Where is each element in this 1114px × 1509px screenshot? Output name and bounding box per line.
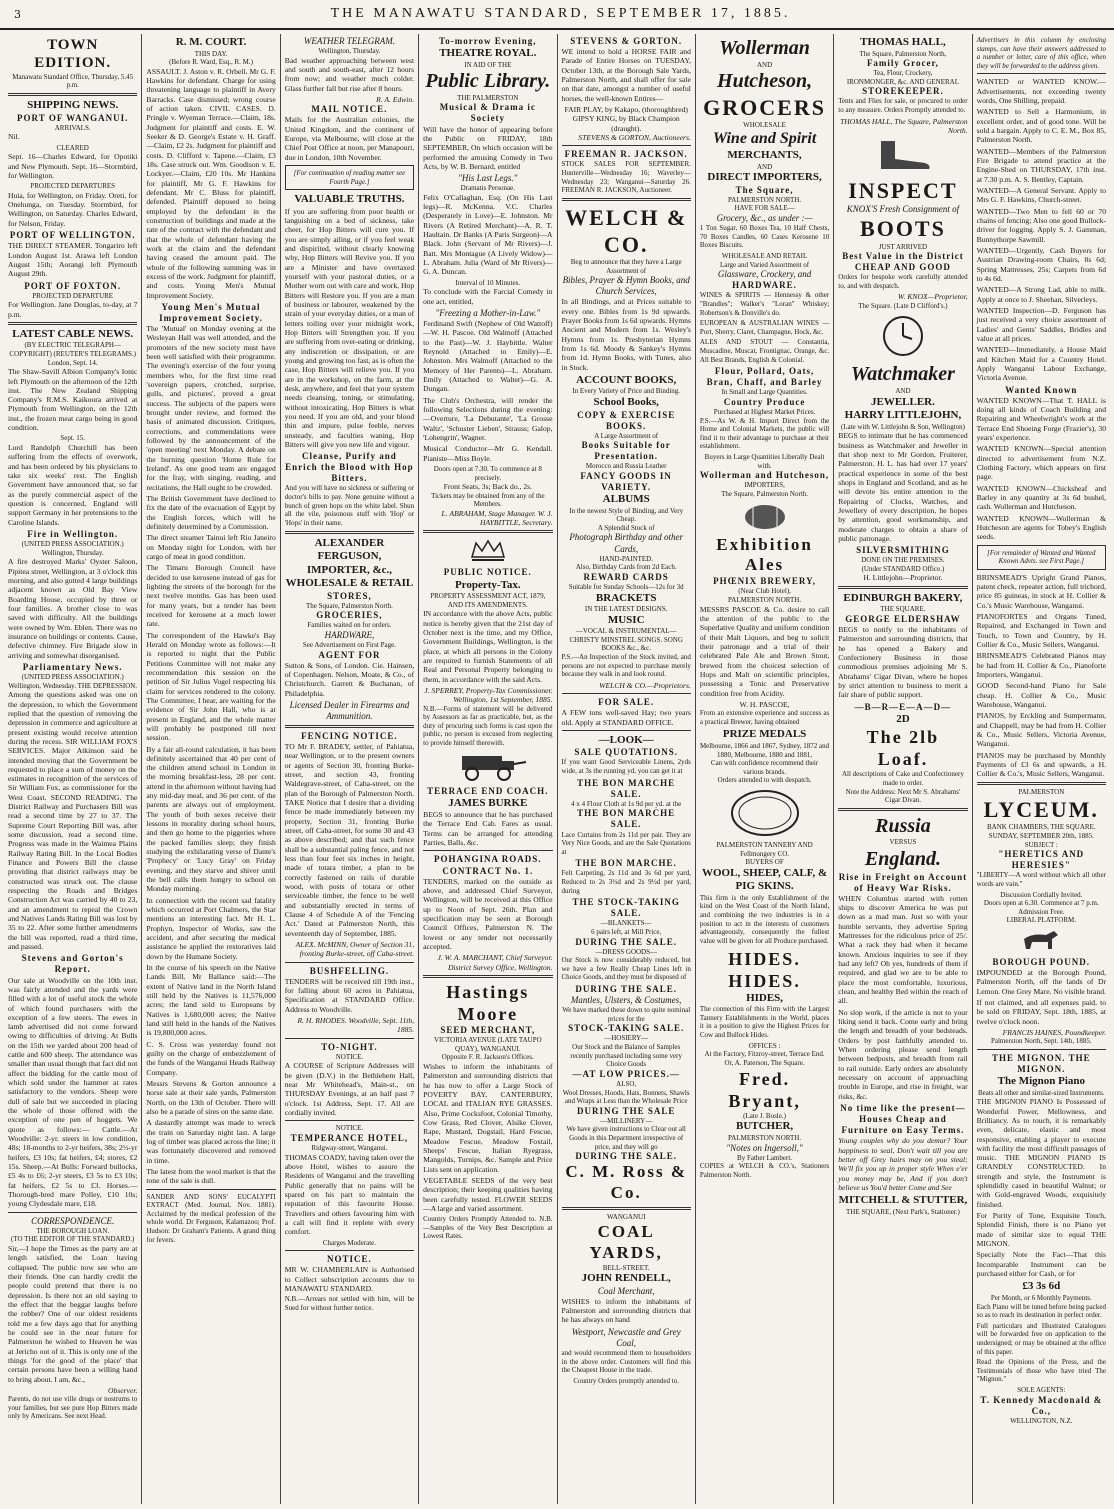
column-8: Advertisers in this column by enclosing stamps, can have their answers addressed to a number or letter, care of this office, when they will be forwarded to the address given. WANTED or WANTED KNOW.—Advertisements, not exceeding twenty words, One Shilling, prepaid. WANTED to Sell a Harmonium, in excellent order, and of good tone. Will be sold a bargain. Apply to C. E. M., Box 85, Palmerston North. WANTED—Members of the Palmerston Fire Brigade to attend practice at the Engine-Shed on THURSDAY, 17th inst. at 7.30 p.m. A. S. Bentley, Captain. WANTED—A General Servant. Apply to Mrs G. F. Hawkins, Church-street. WANTED—Two Men to fell 60 or 70 chains of fencing; Also one good Bullock-driver for logging. Apply S. J. Gamman, Bunnythorpe Sawmill. WANTED—Urgently, Cash Buyers for Austrian Drawing-room Chairs, 8s 6d; Spring Mattresses, 25s; Carpets from 6d to 4s 6d. WANTED—A Strong Lad, able to milk. Apply at once to J. Sheehan, Silverleys. WANTED Inspection—D. Ferguson has just received a very choice assortment of Ladies' and Gents' Saddles, Bridles and value at all prices. WANTED—Immediately, a House Maid and Kitchen Maid for a Country Hotel. Apply Wanganui Labour Exchange, Victoria Avenue. Wanted Known WANTED KNOWN—That T. HALL is doing all kinds of Coach Building and Repairing and Wheelwright's work at the Terrace End Shoeing Forge (Frazier's), 30 years' experience. WANTED KNOWN—Special attention directed to advertisement from N.Z. Clothing Factory, which appears on first page. WANTED KNOWN—Chicksheaf and Barley in any quantity at 3s 6d bushel, cash. Wollerman and Hutcheson. WANTED KNOWN—Wollerman & Hutcheson are agents for Tobey's English seeds. [For remainder of Wanted and Wanted Known Advts. see First Page.] BRINSMEAD'S Upright Grand Pianos, patent check, repeater action, full trichord, price 85 guineas, in stock at H. Collier & Co.'s Music Warehouse, Wanganui. PIANOFORTES and Organs Tuned, Repaired, and Exchanged in Town and Touch, to Town and Country, by H. Collier & Co., Music Sellers, Wanganui. BRINSMEAD'S Celebrated Pianos may be had from H. Collier & Co., Pianoforte Importers, Wanganui. GOOD Second-hand Piano for Sale cheap. H. Collier & Co., Music Warehouse, Wanganui. PIANOS, by Erckling and Sumpermann, and Chappell, may be had from H. Collier & Co., Music Sellers, Victoria Avenue, Wanganui. PIANOS may be purchased by Monthly Payments of £3 6s and upwards, a H. Collier & Co.'s, Music Sellers, Wanganui. PALMERSTON LYCEUM. BANK CHAMBERS, THE SQUARE. SUNDAY, SEPTEMBER 20th, 1885. SUBJECT : "HERETICS AND HERESIES" "LIBERTY—A word without which all other words are vain." Discussion Cordially Invited. Doors open at 6.30. Commence at 7 p.m. Admission Free. LIBERAL PLATFORM. BOROUGH POUND. IMPOUNDED at the Borough Pound, Palmerston North, off the lands of Dr Lemon. One Grey Mare. No visible brand. If not claimed, and all expenses paid, to be sold on FRIDAY, Sept. 18th, 1885, at twelve o'clock noon. FRANCIS HAINES, Poundkeeper. Palmerston North, Sept. 14th, 1885. THE MIGNON. THE MIGNON. The Mignon Piano Beats all other and similar-sized Instruments. THE MIGNON PIANO Is Possessed of Wonderful Power, Mellowness, and Brilliancy. As to touch, it is remarkably even, delicate, elastic and most responsive, enabling a player to execute with facility the most difficult passages of music. THE MIGNON PIANO IS GRANDLY CONSTRUCTED. In strength and style, the Instrument is splendidly cased in beautiful Walnut; or with Gold-engraved Woods, exquisitely finished. For Purity of Tone, Exquisite Touch, Splendid Finish, there is no Piano yet made of similar size to equal THE MIGNON. Specially Note the Fact—That this Incomparable Instrument can be purchased either for Cash, or for £3 3s 6d Per Month, or 6 Monthly Payments. Each Piano will be tuned before being packed so as to reach its destination in perfect order. Full particulars and Illustrated Catalogues will be forwarded free on application to the undersigned; or may be obtained at the office of this paper. Read the Opinions of the Press, and the Testimonials of those who have tried The "Mignon." SOLE AGENTS: T. Kennedy Macdonald & Co., WELLINGTON, N.Z.: [976, 36, 1106, 1425]
coach-illustration: [423, 752, 552, 782]
edinburgh-bakery-heading: EDINBURGH BAKERY,: [843, 591, 963, 604]
column-4: To-morrow Evening, THEATRE ROYAL. IN AID OF THE Public Library. THE PALMERSTON Musical & Drama ic Society Will have the honor of appearing before the Public on FRIDAY, 18th SEPTEMBER, On which occasion will be performed the amusing Comedy in Two Acts, by W. B. Bernard, entitled "His Last Legs." Dramatis Personae. Felix O'Callaghan, Esq. (On His Last legs)—R. McKenna. V.C. Charles (Desperately in Love)—E. Johnston. Mr Rivers (A Retired Merchant)—A. R. T. Haultain. Dr Banks (A Paris Surgeon)—A Black. John (Servant of Mr Rivers)—J. Batt. Mrs Montague (A Lively Widow)—L. Abraham. Julia (Ward of Mr Rivers)—G. A. Duncan. Interval of 10 Minutes. To conclude with the Farcial Comedy in one act, entitled, "Freezing a Mother-in-Law." Ferdinand Swift (Nephew of Old Wattoff)—W. H. Pascoe. Old Walmoff (Attached to the Past)—W. J. Haybittle. Walter Reynold (Attached to Emily)—E. Johnston. Mrs Walmoff (Attached to the Memory of Her Parents)—L. Abraham. Emily (Attached to Walter)—G. A. Dungan. The Club's Orchestra, will render the following Selections during the evening:—Overture, 'La Debutante', 'La Grosse Waltz', 'Schuster Lieben', Strauss; Galop, 'Lohengrin', Wagner. Musical Conductor—Mr G. Kendall. Pianiste—Miss Boyle. Doors open at 7.30. To commence at 8 precisely. Front Seats, 3s; Back do., 2s. Tickets may be obtained from any of the Members. L. ABRAHAM, Stage Manager. W. J. HAYBITTLE, Secretary. PUBLIC NOTICE. Property-Tax. PROPERTY ASSESSMENT ACT, 1879, AND ITS AMENDMENTS. IN accordance with the above Acts, public notice is hereby given that the 21st day of October next is the time, and my Office, Government Buildings, Wellington, is the place, at which all persons in the Colony are required to furnish Statements of all Real and Personal Property belonging to them, in accordance with the said Acts. J. SPERREY, Property-Tax Commissioner. Wellington, 1st September, 1885. N.B.—Forms of statement will be delivered by Assessors as far as practicable, but, as the duty of procuring such forms is cast upon the public, no person is excused from neglecting to provide himself therewith. TERRACE END COACH. JAMES BURKE BEGS to announce that he has purchased the Terrace End Cab. Fares as usual. Terms can be arranged for attending Parties, Balls, &c. POHANGINA ROADS. CONTRACT No. 1. TENDERS, marked on the outside as above, and addressed Chief Surveyor, Wellington, will be received at this Office up to Noon of Sept. 26th. Plan and specification may be seen at Borough Council Offices, Palmerston N. The lowest or any tender not necessarily accepted. J. W. A. MARCHANT, Chief Surveyor. District Survey Office, Wellington. Hastings Moore SEED MERCHANT, VICTORIA AVENUE (LATE TAUPO QUAY), WANGANUI. Opposite F. R. Jackson's Offices. Wishes to inform the inhabitants of Palmerston and surrounding districts that he has now to offer a Large Stock of POVERTY BAY, CANTERBURY, LOCAL and ITALIAN RYE GRASSES. Also, Prime Cocksfoot, Colonial Timothy, Cow Grass, Red Clover, Alsike Clover, Rape, Mustard, Dogstail, Hard Fescue, Meadow Fescue, Meadow Foxtail, Sheeps' Fescue, Italian Ryegrass, Mangolds, Turnips, &c. Sample and Price Lists sent on application. VEGETABLE SEEDS of the very best description; their keeping qualities having been carefully tested. FLOWER SEEDS—A large and varied assortment. Country Orders Promptly Attended to. N.B.—Samples of the Very Best Description at Lowest Rates.: [419, 34, 557, 1504]
column-1: TOWN EDITION. Manawatu Standard Office, Thursday, 5.45 p.m. SHIPPING NEWS. PORT OF WANGANUI. ARRIVALS. Nil. CLEARED Sept. 16—Charles Edward, for Opotiki and New Plymouth. Sept. 16—Stormbird, for Wellington. PROJECTED DEPARTURES Huia, for Wellington, on Friday. Oreti, for Onehunga, on Tuesday. Stormbird, for Wellington, on Saturday. Charles Edward, for Nelson, Friday. PORT OF WELLINGTON. THE DIRECT STEAMER. Tongariro left London August 1st. Arawa left London August 15th; Aorangi left Plymouth August 29th. PORT OF FOXTON. PROJECTED DEPARTURE For Wellington. Jane Douglas, to-day, at 7 p.m. LATEST CABLE NEWS. (BY ELECTRIC TELEGRAPH—COPYRIGHT) (REUTER'S TELEGRAMS.) London, Sept. 14. The Shaw-Savill Albion Company's Ionic left Plymouth on the afternoon of the 12th inst. The New Zealand Shipping Company's R.M.S. Kaikoura arrived at Plymouth from Wellington, on the 12th inst., the frozen meat cargo being in good condition. Sept. 15. Lord Randolph Churchill has been suffering from the effects of overwork, and has been ordered by his physicians to take six weeks' rest. The English Government have announced that, so far as the purely commercial aspect of the question is concerned, England will support Germany in her pretensions to the Caroline Islands. Fire in Wellington. (UNITED PRESS ASSOCIATION.) Wellington, Thursday. A fire destroyed Marks' Oyster Saloon, Pipitea street, Wellington, at 3 o'clock this morning, and also gutted 4 large buildings adjacent known as Old Bay View Boarding House, occupied by three or four families. A brother close to was saved with difficulty. All the buildings were owned by Wm. Eblen. There was no insurance on buildings or contents. Cause, defective chimney. Fire Brigade slow in arriving and somewhat disorganised. Parliamentary News. (UNITED PRESS ASSOCIATION.) Wellington, Wednesday. THE DEPRESSION. Among the questions asked was one on the depression, to which the Government replied that the question of removing the depression in commerce and agriculture at present existing would receive attention during the recess. SIR WILLIAM FOX'S SERVICES. Major Atkinson said he intended moving that the Government be requested to place a sum of money on the estimates in recognition of the services of Sir William Fox, as commissioner for the West Coast. SECOND READING. The District Railway and Purchasers Bill was read a second time by 27 to 37. The Supreme Court Reporting Bill was, after some discussion, read a second time. Progress was made in the Waimea Plains Railway Rating Bill. In the Local Bodies Finance and Powers Bill the clause providing that district railways may be constructed was struck out. The clause respecting the Roads and Bridges Construction Act was carried by 40 to 23, and an amendment to repeal the Crown and Natives Lands Rating Bill was lost by 35 to 22. After some further amendments the bill was reported, read a third time, and passed. Stevens and Gorton's Report. Our sale at Woodville on the 10th inst. was fairly attended and the yards were filled with a lot of useful stock the whole of which found purchasers with the exception of a few steers. The ewes in lamb advertised did not come forward owing to difficulties of driving. At Bulls on the 15th we yarded about 200 head of cattle and 600 sheep. The attendance was smaller than usual though that fact did not affect the bidding for the cattle most of which sold under the hammer at rates satisfactory to the vendors. Sheep were dull of sale but we succeeded in placing the whole of those offered with the exception of one pen of hoggets. We quote as follows:— Cattle.—At Woodville: 2-yr. steers in low condition, 48s; 18-months to 2-yr heifers, 38s; 2½-yr heifers, £3 10s; fat heifers, £4; stores, £2 15s. Sheep.—At Bulls: Forward bullocks, £5 4s to £6; 2-yr steers, £3 5s to £3 10s; fat heifers, £2 5s to £3. Horses.—Thorough-bred mare Polley, £10 10s; young Clydesdale mare, £18. CORRESPONDENCE. THE BOROUGH LOAN. (TO THE EDITOR OF THE STANDARD.) Sir,—I hope the Times as the party are at length satisfied, the Loan having collapsed. The public now see who are their friends. One can hardly credit the people could pretend that there is no depression. Is there not an old saying to the effect that the beggar laughs before the robber? One of our oldest residents told me a few days ago that for anything he could see in the near future for Palmerston he wished to Heaven he was at Jericho out of it. This is only one of the things 'for the good of the place' that certain persons have been a willing hand to bring about. I am, &c., Observer. Parents, do not use ville drugs or nostrums to your families, but see pure Hop Bitters made only by Americans. See next Head.: [4, 34, 142, 1504]
weather-heading: WEATHER TELEGRAM.: [303, 36, 396, 46]
thomas-hall-heading: THOMAS HALL,: [860, 36, 946, 48]
fire-heading: Fire in Wellington.: [27, 529, 119, 540]
parliament-heading: Parliamentary News.: [22, 661, 123, 672]
mignon-heading: The Mignon Piano: [997, 1075, 1086, 1088]
masthead: [0, 0, 1114, 30]
lyceum-heading: LYCEUM.: [983, 797, 1099, 823]
russia-heading: Russia: [875, 814, 931, 837]
correspondence-heading: CORRESPONDENCE.: [31, 1215, 115, 1226]
bryant-heading: Fred. Bryant,: [728, 1068, 801, 1111]
theatre-royal-heading: THEATRE ROYAL.: [439, 47, 537, 60]
exhibition-ales-heading: Exhibition Ales: [716, 534, 813, 575]
royal-crest-icon: [423, 537, 552, 563]
column-6: Wollerman AND Hutcheson, GROCERS WHOLESALE Wine and Spirit MERCHANTS, AND DIRECT IMPORTERS, The Square, PALMERSTON NORTH. HAVE FOR SALE— Grocery, &c., as under :— 1 Ton Sugar, 60 Boxes Tea, 10 Half Chests, 70 Boxes Candles, 60 Cases Kerosene 10 Boxes Biscuits. WHOLESALE AND RETAIL Large and Varied Assortment of Glassware, Crockery, and HARDWARE. WINES & SPIRITS — Hennessy & other "Brandies"; Walker's "Loran" Whiskey; Robertson's & Donville's do. EUROPEAN & AUSTRALIAN WINES — Port, Sherry, Claret, Champagne, Hock, &c. ALES AND STOUT — Constantia, Muscadine, Muscat, Frontignac, Orange, &c. All Best Brands, English & Colonial. Flour, Pollard, Oats, Bran, Chaff, and Barley In Small and Large Quantities. Country Produce Purchased at Highest Market Prices. P.S.—As W. & H. Import Direct from the Home and Colonial Markets, the public will find it to their advantage to purchase at their establishment. Buyers in Large Quantities Liberally Dealt with. Wollerman and Hutcheson, IMPORTERS, The Square, Palmerston North. Exhibition Ales PHŒNIX BREWERY, (Near Club Hotel), PALMERSTON NORTH. MESSRS PASCOE & Co. desire to call the attention of the public to the Superlative Quality and uniform condition of their Malt Liquors, and beg to solicit their patronage and a trial of their celebrated Pale Ale and Brown Stout, brewed from the choicest selection of Hops and Malt on scientific principles, possessing a Tonic and Preservative condition free from Acidity. W. H. PASCOE, From an extensive experience and success as a practical Brewer, having obtained PRIZE MEDALS Melbourne, 1866 and 1867, Sydney, 1872 and 1880, Melbourne, 1880 and 1881, Can with confidence recommend their various brands. Orders attended to with despatch. PALMERSTON TANNERY AND Fellmongery CO. BUYERS OF WOOL, SHEEP, CALF, & PIG SKINS. This firm is the only Establishment of the kind on the West Coast of the North Island, and combining the two industries is in a position to act in the interests of customers advantageously, consequently the fullest value will be given for all Produce purchased. HIDES. HIDES. HIDES, The connection of this Firm with the Largest Tannery Establishments in the World, places it in a position to give the Highest Prices for Cow and Bullock Hides. OFFICES : At the Factory, Fitzroy-street, Terrace End. Or, A. Paterson, The Square. Fred. Bryant, (Late J. Bosle.) BUTCHER, PALMERSTON NORTH. "Notes on Ingersoll," By Father Lambert. COPIES at WELCH & CO.'s, Stationers Palmerston North.: [696, 34, 834, 1504]
welch-heading: WELCH & CO.: [565, 204, 688, 257]
column-5: STEVENS & GORTON. WE intend to hold a HORSE FAIR and Parade of Entire Horses on TUESDAY, October 13th, at the Borough Sale Yards, Palmerston North, and shall offer for sale on that date, amongst a number of useful horses, the well-known Entires— FAIR PLAY, by Kakapo, (thoroughbred) GIPSY KING, by Black Champion (draught). STEVENS & GORTON, Auctioneers. FREEMAN R. JACKSON. STOCK SALES FOR SEPTEMBER. Hunterville—Wednesday 16; Waverley—Wednesday 23; Wanganui—Saturday 26. FREEMAN R. JACKSON, Auctioneer. WELCH & CO. Beg to announce that they have a Large Assortment of Bibles, Prayer & Hymn Books, and Church Services, In all Bindings, and at Prices suitable to every one. Bibles from 1s 9d upwards. Prayer Books from 1s 6d upwards. Hymns Ancient and Modern from 1s. Wesley's Hymns from 1s. Presbyterian Hymns from 1s 6d. Moody & Sankey's Hymns from 1d. Hymn Books, with Tunes, also in Stock. ACCOUNT BOOKS, In Every Variety of Price and Binding. School Books, COPY & EXERCISE BOOKS. A Large Assortment of Books Suitable for Presentation. Morocco and Russia Leather FANCY GOODS IN VARIETY. ALBUMS In the newest Style of Binding, and Very Cheap. A Splendid Stock of Photograph Birthday and other Cards, HAND-PAINTED. Also, Birthday Cards from 2d Each. REWARD CARDS Suitable for Sunday Schools—12s for 3d BRACKETS IN THE LATEST DESIGNS. MUSIC —VOCAL & INSTRUMENTAL— CHRISTY MINSTREL SONGS. SONG BOOKS &c., &c. P.S.—An Inspection of the Stock invited, and persons are not expected to purchase merely because they walk in and look round. WELCH & CO.—Proprietors. FOR SALE. A FEW tons well-saved Hay; two years old. Apply at STANDARD OFFICE. —LOOK— SALE QUOTATIONS. If you want Good Serviceable Linens, 2yds wide, at 3s the running yd, you can get it at THE BON MARCHE SALE. 4 x 4 Flour Cloth at 1s 9d per yd. at the THE BON MARCHE SALE. Lace Curtains from 2s 11d per pair. They are Very Nice Goods, and are the Sale Quotations at THE BON MARCHE. Felt Carpeting, 2s 11d and 3s 6d per yard, Reduced to 2s 3½d and 2s 9½d per yard, during THE STOCK-TAKING SALE. —BLANKETS— 6 pairs left, at Mill Price, DURING THE SALE. —DRESS GOODS— Our Stock is now considerably reduced, but we have a few Really Cheap Lines left in Choice Goods, and they must be disposed of DURING THE SALE. Mantles, Ulsters, & Costumes, We have marked these down to quite nominal prices for the STOCK-TAKING SALE. —HOSIERY— Our Stock and the Balance of Samples recently purchased including some very Choice Goods —AT LOW PRICES.— ALSO, Wool Dresses, Hoods, Hats, Bonnets, Shawls and Wraps at Less than the Wholesale Price DURING THE SALE —MILLINERY— We have given instructions to Clear out all Goods in this Department irrespective of price, and they will go DURING THE SALE. C. M. Ross & Co. WANGANUI COAL YARDS, BELL-STREET. JOHN RENDELL, Coal Merchant, WISHES to inform the inhabitants of Palmerston and surrounding districts that he has always on hand Westport, Newcastle and Grey Coal, and would recommend them to householders in the above order. Customers will find this the Cheapest House in the trade. Country Orders promptly attended to.: [558, 34, 696, 1504]
ross-heading: C. M. Ross & Co.: [565, 1162, 688, 1203]
hastings-moore-heading: Hastings Moore: [446, 981, 530, 1024]
column-7: THOMAS HALL, The Square, Palmerston North, Family Grocer, Tea, Flour, Crockery, IRONMONGER, &c. AND GENERAL STOREKEEPER. Tents and Flies for sale, or procured to order to any measure. Orders Promptly attended to. THOMAS HALL, The Square, Palmerston North. INSPECT KNOX'S Fresh Consignment of BOOTS JUST ARRIVED Best Value in the District CHEAP AND GOOD Orders for bespoke work carefully attended to, and with despatch. W. KNOX—Proprietor, The Square. (Late D Clifford's.) Watchmaker AND JEWELLER. HARRY LITTLEJOHN, (Late with W. Littlejohn & Son, Wellington) BEGS to intimate that he has commenced business as Watchmaker and Jeweller in that shop next to Mr Gordon, Fruiterer, Palmerston. H. L. has had over 17 years' practical experience in some of the best shops in England and Scotland, and as he will devote his entire attention to the Repairing of Clocks, Watches, and Jewellery of every description, he hopes by attention, good workmanship, and moderate charges to obtain a share of public patronage. SILVERSMITHING DONE ON THE PREMISES. (Under STANDARD Office.) H. Littlejohn—Proprietor. EDINBURGH BAKERY, THE SQUARE. GEORGE ELDERSHAW BEGS to notify to the inhabitants of Palmerston and surrounding districts, that he has opened a Bakery and Confectionery Business in those commodious premises adjoining Mr S. Abrahams' Cigar Divan, where he hopes by strict attention to business to merit a fair share of public support. —B—R—E—A—D— 2D The 2lb Loaf. All descriptions of Cake and Confectionery made to order. Note the Address: Next Mr S. Abrahams' Cigar Divan. Russia VERSUS England. Rise in Freight on Account of Heavy War Risks. WHEN Columbus started with rotten ships to discover America he was put down as a mad man. Just so with your humble servants, they advertise Spring Mattresses for the ridiculous price of 25/. What a rack they had when it became known. Anxious inquiries to see if they had any left? Oh yes, hundreds of them if required, and glad we are to be able to place the most comfortable, luxurious, clean, and healthy Bed within the reach of all. No slop work, if the article is not to your liking send it back. Come early and bring the length and breadth of your bedsteads. Orders by post faithfully attended to. When ordering please send length between bedposts, and breadth from rail to rail outside. Early orders are absolutely necessary on account of approaching trouble in Europe, and rise in freight, war risks, &c. No time like the present—Houses Cheap and Furniture on Easy Terms. Young couples why do you demur? Your happiness to seal, Don't wait till you are better off Grey hairs may on you steal; We'll fix you up in proper style When e'er you money may be, And if you don't believe us You'd better Come and See MITCHELL & STUTTER, THE SQUARE, (Next Park's, Stationer.): [834, 34, 972, 1504]
cable-news-heading: LATEST CABLE NEWS.: [12, 327, 134, 340]
column-3: WEATHER TELEGRAM. Wellington, Thursday. Bad weather approaching between west and south and south-east, after 12 hours from now; and weather much colder. Glass further fall but rise after 8 hours. R. A. Edwin. MAIL NOTICE. Mails for the Australian colonies, the United Kingdom, and the continent of Europe, via Melbourne, will close at the Chief Post Office at noon, per Manapouri, due in London, 10th November. [For continuation of reading matter see Fourth Page.] VALUABLE TRUTHS. If you are suffering from poor health or languishing on a bed of sickness, take cheer, for Hop Bitters will cure you. If you are simply ailing, or if you feel weak and dispirited, without clearly knowing why, Hop Bitters will Revive you. If you are a Minister and have overtaxed yourself with your pastoral duties, or a Mother worn out with care and work, Hop Bitters will Restore you. If you are a man of business or labourer, weakened by the strain of your everyday duties, or a man of letters toiling over your midnight work, Hop Bitters will Strengthen you. If you are suffering from over-eating or drinking, any indiscretion or dissipation, or are young and growing too fast, as is often the case, Hop Bitters will relieve you. If you are in the workshop, on the farm, at the desk, anywhere, and feel that your system needs cleansing, toning, or stimulating, without intoxicating, Hop Bitters is what you need. If you are old, and your blood thin and impure, pulse feeble, nerves unsteady, and faculties waning, Hop Bitters will give you new life and vigour. Cleanse, Purify and Enrich the Blood with Hop Bitters. And you will have no sickness or suffering or doctor's bills to pay. None genuine without a bunch of green hops on the white label. Shun all the vile, poisonous stuff with 'Hop' or 'Hops' in their name. ALEXANDER FERGUSON, IMPORTER, &c., WHOLESALE & RETAIL STORES, The Square, Palmerston North. GROCERIES, Families waited on for orders. HARDWARE, See Advertisement on First Page. AGENT FOR Sutton & Sons, of London. Cie. Hainsen, of Copenhagen. Nelson, Moate, & Co., of Christchurch. Garrett & Buchanan, of Philadelphia. Licensed Dealer in Firearms and Ammunition. FENCING NOTICE. TO Mr F. BRADEY, settler, of Pahiatua, near Wellington, or to the present owners or agents of Section 30, fronting Burke-street, and section 43, fronting Waldegrave-street, of Caba-street, on the plan of the Borough of Palmerston North. TAKE Notice that I desire that a dividing fence be made immediately between my property, Section 31, fronting Burke street, off Caba-street, for some 30 and 43 as above described; and that such fence shall be a substantial paling fence, and not less than four feet six inches in height, made of totara timber, a plan to be correctly fastened on rails of durable wood, with posts of totara or other serviceable timber, the fence to be well and substantially erected in terms of Clause 4 of Schedule A of the 'Fencing Act.' Dated at Palmerston North, this seventeenth day of September, 1885. ALEX. McMINN, Owner of Section 31, fronting Burke-street, off Caba-street. BUSHFELLING. TENDERS will be received till 19th inst., for falling about 60 acres in Pahiatua, Specification at STANDARD Office. Address to Woodville. R. H. RHODES. Woodville, Sept. 11th, 1885. TO-NIGHT. NOTICE. A COURSE of Scripture Addresses will be given (D.V.) in the Bethlehem Hall, near Mr Whitehead's, Main-st., on THURSDAY Evenings, at an half past 7 o'clock. 1st Address, Sept. 17. All are cordially invited. NOTICE. TEMPERANCE HOTEL, Ridgway-street, Wanganui. THOMAS COADY, having taken over the above Hotel, wishes to assure the Residents of Wanganui and the travelling Public generally that no pains will be spared on his part to maintain the reputation of this favourite House. Travellers and others favouring him with a call will find it replete with every comfort. Charges Moderate. NOTICE. MR W. CHAMBERLAIN is Authorised to Collect subscription accounts due to MANAWATU STANDARD. N.B.—Arrears not settled with him, will be Sued for without further notice.: [281, 34, 419, 1504]
newspaper-columns: [4, 34, 1110, 1504]
barrel-illustration: [700, 503, 829, 531]
tannery-seal-icon: [700, 789, 829, 837]
ferguson-heading: ALEXANDER FERGUSON,: [314, 536, 385, 563]
page-number: 3: [14, 7, 21, 21]
newspaper-title: THE MANAWATU STANDARD, SEPTEMBER 17, 1885.: [330, 6, 791, 21]
column-2: R. M. COURT. THIS DAY. (Before R. Ward, Esq., R. M.) ASSAULT. J. Aston v. R. Orbell. Mr G. F. Hawkins for defendant. Charge for using threatening language to plaintiff in Avery Barracks. Case dismissed; wrong course of action taken. CIVIL CASES. D. Pringle v. Wyeman Terrace.—Claim, 18s. Judgment for plaintiff and costs. E. W. Seeker & D. George's Estate v. H. Graff.—Claim, £2 2s. Judgment for plaintiff and costs. D. Clifford v. Tapene.—Claim, £3 18s. Case struck out. Wm. Goodison v. E. Lockyer.—Claim, £20 10s. Mr Hankins for plaintiff, Mr G. F. Hawkins for defendant. Mr C. Bluss for plaintiff, defended. Plaintiff deposed to being employed by the defendant in the construction of buildings and made at the rate of the contract with the defendant and that the whole of defendant having the work at the claim and the defendant having ceased the amount paid. The whole of the following summing was in excess of the work. Judgment for plaintiff, and costs. Young Men's Mutual Improvement Society. Young Men's Mutual Improvement Society. The 'Mutual' on Monday evening at the Wesleyan Hall was well attended, and the promoters of the new society must have been well satisfied with their programme. The evening's exercise of the four young members who, for the first time read 'sovereign papers, crotched, surprise, gulls, and pictures', proved a great success. The subjects of the papers were brought under review, and formed the basis of animated discussion. Critiques, corrections, and commendations were followed by the announcement of the 'open meeting' next Monday. A debate on the burning question 'Home Rule for Ireland'. As one good team are engaged for the fray, with singing, reading, and recitations, the Hall ought to be crowded. The British Government have declined to fix the date of the evacuation of Egypt by the English forces, which will be definitely determined by a Commission. The direct steamer Tainui left Rio Janeiro on Monday night for London, with her cargo of meat in good condition. The Timaru Borough Council have decided to use kerosene instead of gas for lighting the streets of the borough for the next twelve months. Gas has been used for many years, but a tender has been received for kerosene at a much lower rate. The correspondent of the Hawke's Bay Herald on Monday wrote as follows:—It is reported to night that the Public Petitions Committee will not make any recommendation this session on the petition of Sir Julius Vogel respecting his claim for services rendered to the colony. The Committee, I hear, are waiting for the evidence of Sir John Hall, who is at present in England, and the whole matter will probably be postponed till next session. By a fair all-round calculation, it has been definitely ascertained that 40 per cent of the children attend school in London in the morning breakfast-less, 28 per cent. attend in the afternoon without having had any mid-day meal, and 36 per cent. of the parents are always out of employment. The youth of both sexes receive their lessons in morality during school hours, and then go home to the piggeries where the packed families sleep; they finish studying the exhilarating verse of Dante's 'Prophecy' or 'Lucy Gray' on Friday evening, and they starve and shiver until the bell calls them hungry to school on Monday morning. In connection with the recent sad fatality which occurred at Port Chalmers, the Star mentions an interesting fact. Mr H. L. Prophyn, Inspector of Works, saw the accident, and after securing the medical assistance he applied the restoratives laid down by the Humane Society. In the course of his speech on the Native Lands Bill, Mr Ballance said:—The extent of Native land in the North Island still held by the Natives is 11,576,000 acres; the land sold to Europeans by Natives is 1,680,000 acres; the Native land still held in the hands of the Natives is 19,800,000 acres. C. S. Cross was yesterday found not guilty on the charge of embezzlement of the funds of the Wanganui Heads Railway Company. Messrs Stevens & Gorton announce a horse sale at their sale yards, Palmerston North, on the 13th of October. There will also be a parade of sires on the same date. A dastardly attempt was made to wreck the train on Saturday night last. A large log of timber was placed across the line; it was fortunately discovered and removed in time. The latest from the wool market is that the tone of the sale is dull. SANDER AND SONS' EUCALYPTI EXTRACT (Med. Journal, Nov. 1881). Acclaimed by the medical profession of the whole world. Dr Ferguson, Kalamazoo; Prof. Hudson: Dr Graham's Patients. A grand thing for fevers.: [142, 34, 280, 1504]
wanted-known-heading: Wanted Known: [1005, 384, 1078, 395]
public-library-heading: Public Library.: [425, 70, 551, 93]
edition-heading: TOWN EDITION.: [34, 37, 112, 72]
boot-illustration: [838, 139, 967, 173]
horse-illustration: [977, 929, 1106, 953]
watchmaker-heading: Watchmaker: [850, 363, 955, 386]
valuable-truths-heading: VALUABLE TRUTHS.: [294, 193, 405, 206]
clock-illustration: [838, 314, 967, 358]
shipping-heading: SHIPPING NEWS.: [27, 99, 119, 112]
court-heading: R. M. COURT.: [175, 36, 247, 48]
wollerman-heading: Wollerman: [719, 37, 810, 59]
stevens-report-heading: Stevens and Gorton's Report.: [21, 953, 124, 975]
